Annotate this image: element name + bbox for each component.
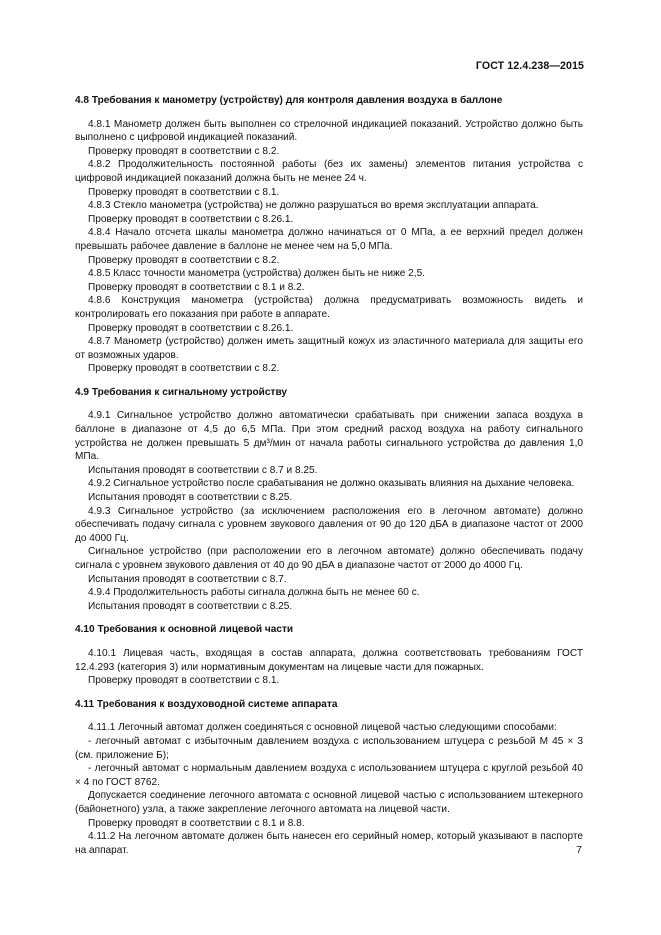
paragraph: 4.11.2 На легочном автомате должен быть нанесен его серийный номер, который указывают в паспорте на аппарат. <box>75 831 583 856</box>
paragraph: 4.11.1 Легочный автомат должен соединяться с основной лицевой частью следующими способами: <box>88 722 557 734</box>
paragraph: 4.9.2 Сигнальное устройство после срабатывания не должно оказывать влияния на дыхание человека. <box>88 478 575 490</box>
paragraph: 4.8.7 Манометр (устройство) должен иметь защитный кожух из эластичного материала для защиты его от возможных ударов. <box>75 336 583 361</box>
paragraph: - легочный автомат с избыточным давлением воздуха с использованием штуцера с резьбой М 45 × 3 (см. приложение Б); <box>75 735 583 761</box>
paragraph: 4.9.3 Сигнальное устройство (за исключением расположения его в легочном автомате) должно обеспечивать подачу сигнала с уровнем звукового давления от 90 до 120 дБА в диапазоне частот от 2000 до 4000 Гц. <box>75 505 583 544</box>
paragraph: - легочный автомат с нормальным давлением воздуха с использованием штуцера с круглой резьбой 40 × 4 по ГОСТ 8762. <box>75 763 583 788</box>
paragraph: Проверку проводят в соответствии с 8.26.1. <box>88 322 294 334</box>
paragraph: 4.8.5 Класс точности манометра (устройства) должен быть не ниже 2,5. <box>88 268 425 280</box>
paragraph: 4.8.3 Стекло манометра (устройства) не должно разрушаться во время эксплуатации аппарата. <box>88 200 539 212</box>
paragraph: 4.9.4 Продолжительность работы сигнала должна быть не менее 60 с. <box>88 587 420 599</box>
paragraph: Испытания проводят в соответствии с 8.7 и 8.25. <box>88 464 318 476</box>
section-4-8 <box>75 94 583 376</box>
paragraph: Проверку проводят в соответствии с 8.1. <box>88 186 280 198</box>
paragraph: Проверку проводят в соответствии с 8.2. <box>88 145 280 157</box>
paragraph: 4.8.4 Начало отсчета шкалы манометра должно начинаться от 0 МПа, а ее верхний предел должен превышать рабочее давление в баллоне не менее чем на 5,0 МПа. <box>75 227 583 252</box>
paragraph: 4.9.1 Сигнальное устройство должно автоматически срабатывать при снижении запаса воздуха в баллоне в диапазоне от 4,5 до 6,5 МПа. При этом средний расход воздуха на работу сигнального устройства не должен превышать 5 дм³/мин от начала работы сигнального устройства до давления 1,0 МПа. <box>75 410 583 463</box>
paragraph: Испытания проводят в соответствии с 8.7. <box>88 573 287 585</box>
section-heading: 4.10 Требования к основной лицевой части <box>75 624 294 636</box>
paragraph: 4.8.6 Конструкция манометра (устройства) должна предусматривать возможность видеть и контролировать его показания при работе в аппарате. <box>75 295 583 320</box>
section-4-11 <box>75 698 583 858</box>
section-heading: 4.11 Требования к воздуховодной системе аппарата <box>75 698 338 710</box>
section-4-10 <box>75 623 583 687</box>
paragraph: Проверку проводят в соответствии с 8.2. <box>88 363 280 375</box>
paragraph: Допускается соединение легочного автомата с основной лицевой частью с использованием штекерного (байонетного) узла, а также закрепление легочного автомата на лицевой части. <box>75 790 583 815</box>
paragraph: 4.10.1 Лицевая часть, входящая в состав аппарата, должна соответствовать требованиям ГОСТ 12.4.293 (категория 3) или нормативным документам на лицевые части для пожарных. <box>75 647 583 673</box>
paragraph: Проверку проводят в соответствии с 8.1 и 8.2. <box>88 281 305 293</box>
paragraph: Проверку проводят в соответствии с 8.26.1. <box>88 213 294 225</box>
paragraph: Проверку проводят в соответствии с 8.1. <box>88 675 280 687</box>
paragraph: 4.8.2 Продолжительность постоянной работы (без их замены) элементов питания устройства с цифровой индикацией показаний должна быть не менее 24 ч. <box>75 159 583 184</box>
paragraph: Проверку проводят в соответствии с 8.1 и 8.8. <box>88 817 305 829</box>
paragraph: Испытания проводят в соответствии с 8.25. <box>88 492 293 504</box>
section-heading: 4.9 Требования к сигнальному устройству <box>75 386 288 398</box>
paragraph: Проверку проводят в соответствии с 8.2. <box>88 254 280 266</box>
document-code-header: ГОСТ 12.4.238—2015 <box>475 60 584 72</box>
paragraph: Сигнальное устройство (при расположении его в легочном автомате) должно обеспечивать подачу сигнала с уровнем звукового давления от 40 до 90 дБА в диапазоне частот от 2000 до 4000 Гц. <box>75 546 583 571</box>
section-heading: 4.8 Требования к манометру (устройству) для контроля давления воздуха в баллоне <box>75 95 503 106</box>
section-4-9 <box>75 386 583 614</box>
document-body <box>75 94 583 857</box>
paragraph: 4.8.1 Манометр должен быть выполнен со стрелочной индикацией показаний. Устройство должно быть выполнено с цифровой индикацией показаний. <box>75 118 583 144</box>
page-number: 7 <box>576 845 582 856</box>
paragraph: Испытания проводят в соответствии с 8.25. <box>88 600 293 612</box>
